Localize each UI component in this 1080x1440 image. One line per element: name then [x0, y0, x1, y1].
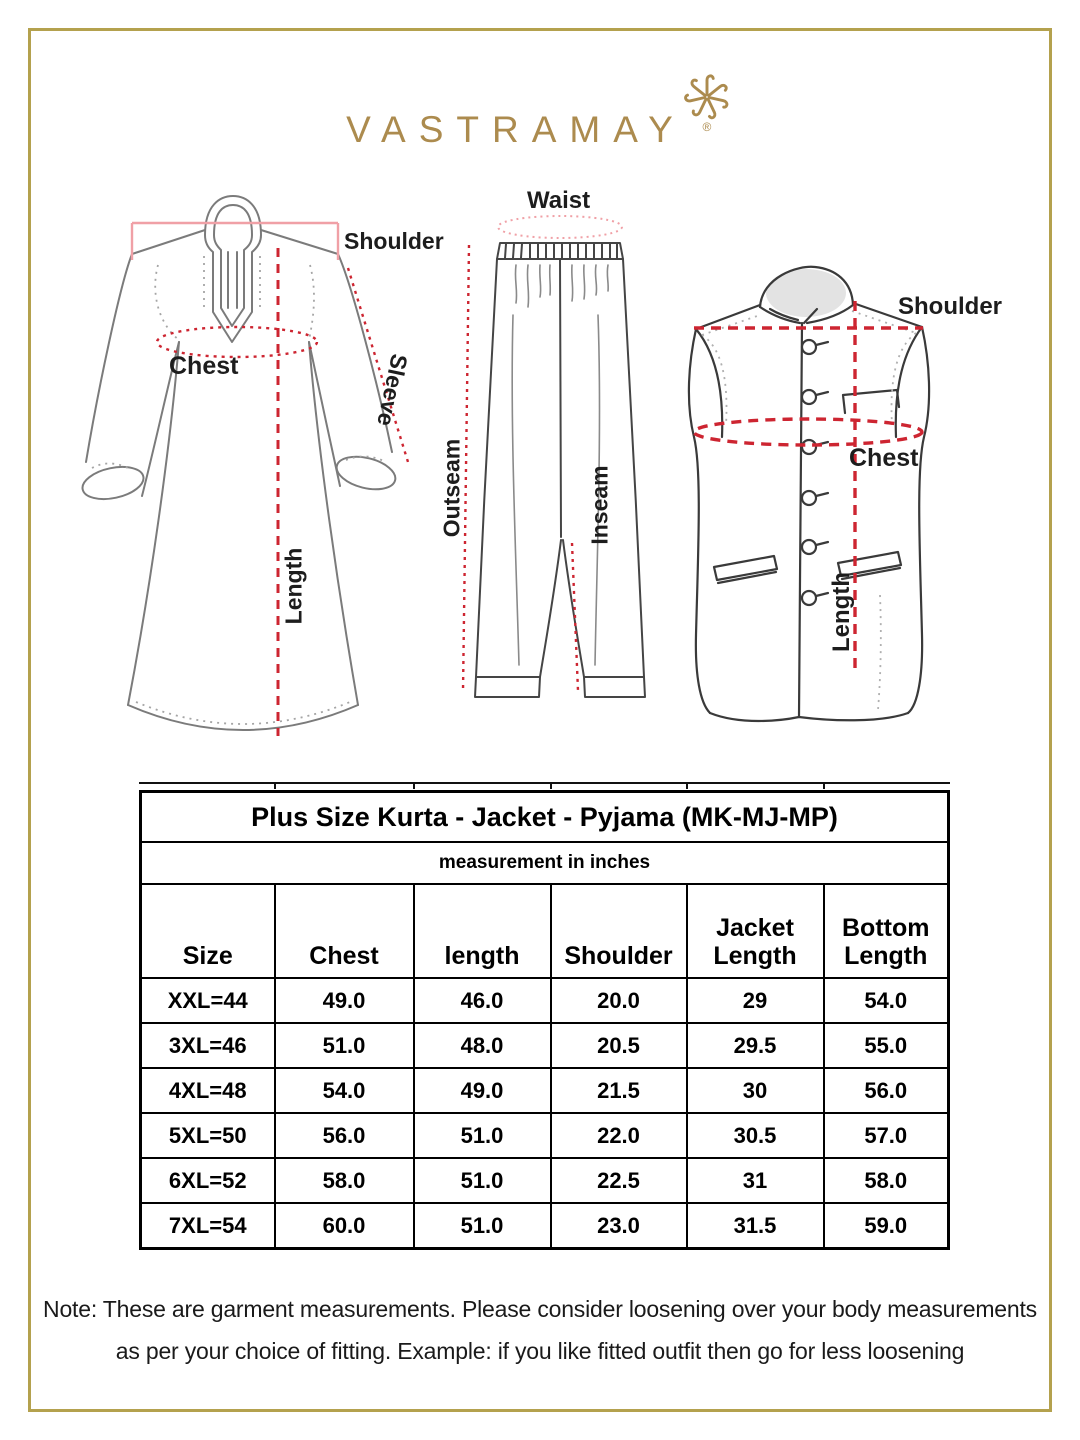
measurement-cell: 29.5 — [687, 1023, 824, 1068]
size-row — [141, 1023, 949, 1068]
size-cell: 3XL=46 — [141, 1023, 275, 1068]
jacket-chest-label: Chest — [849, 444, 919, 472]
column-header-shoulder: Shoulder — [551, 884, 687, 978]
brand-logo-text: VASTRAMAY — [346, 109, 686, 150]
measurement-cell: 58.0 — [275, 1158, 414, 1203]
measurement-cell: 51.0 — [275, 1023, 414, 1068]
column-header-size: Size — [141, 884, 275, 978]
table-crop-tick — [823, 782, 825, 789]
registered-trademark: ® — [702, 120, 712, 134]
column-header-length: length — [414, 884, 551, 978]
pyjama-outseam-label: Outseam — [438, 438, 465, 538]
measurement-cell: 30.5 — [687, 1113, 824, 1158]
table-crop-tick — [550, 782, 552, 789]
measurement-note — [0, 1288, 1080, 1372]
measurement-cell: 49.0 — [275, 978, 414, 1023]
kurta-measure-lines — [157, 248, 408, 736]
table-crop-artifact — [139, 782, 950, 784]
kurta-sleeve-label: Sleeve — [372, 351, 413, 429]
measurement-cell: 46.0 — [414, 978, 551, 1023]
table-crop-tick — [413, 782, 415, 789]
measurement-cell: 29 — [687, 978, 824, 1023]
measurement-cell: 49.0 — [414, 1068, 551, 1113]
measurement-cell: 48.0 — [414, 1023, 551, 1068]
size-cell: 6XL=52 — [141, 1158, 275, 1203]
measurement-cell: 22.0 — [551, 1113, 687, 1158]
column-header-bottom-length: Bottom Length — [824, 884, 949, 978]
measurement-cell: 51.0 — [414, 1203, 551, 1249]
measurement-cell: 30 — [687, 1068, 824, 1113]
kurta-length-label: Length — [280, 547, 307, 625]
measurement-cell: 55.0 — [824, 1023, 949, 1068]
table-title: Plus Size Kurta - Jacket - Pyjama (MK-MJ-MP) — [141, 792, 949, 843]
kurta-measurement-diagram — [80, 190, 420, 750]
measurement-cell: 23.0 — [551, 1203, 687, 1249]
table-subtitle-row — [141, 842, 949, 884]
size-row — [141, 1113, 949, 1158]
kurta-chest-label: Chest — [169, 352, 239, 380]
measurement-cell: 57.0 — [824, 1113, 949, 1158]
measurement-cell: 51.0 — [414, 1113, 551, 1158]
measurement-cell: 51.0 — [414, 1158, 551, 1203]
pyjama-measurement-diagram — [450, 185, 670, 725]
jacket-length-label: Length — [828, 572, 855, 652]
measurement-cell: 56.0 — [824, 1068, 949, 1113]
kurta-shoulder-measure-line — [132, 223, 338, 260]
kurta-shoulder-label: Shoulder — [344, 228, 444, 254]
measurement-cell: 54.0 — [275, 1068, 414, 1113]
size-cell: XXL=44 — [141, 978, 275, 1023]
measurement-cell: 21.5 — [551, 1068, 687, 1113]
size-cell: 5XL=50 — [141, 1113, 275, 1158]
column-header-jacket-length: Jacket Length — [687, 884, 824, 978]
measurement-cell: 58.0 — [824, 1158, 949, 1203]
table-subtitle: measurement in inches — [141, 842, 949, 884]
waist-measure-ellipse — [498, 216, 622, 238]
waist-label: Waist — [527, 187, 591, 214]
note-line-2: as per your choice of fitting. Example: if you like fitted outfit then go for less loosening — [115, 1338, 965, 1364]
table-header-row — [141, 884, 949, 978]
size-row — [141, 1203, 949, 1249]
size-chart-table — [139, 790, 950, 1250]
jacket-shoulder-label: Shoulder — [898, 293, 1003, 320]
size-row — [141, 978, 949, 1023]
measurement-cell: 60.0 — [275, 1203, 414, 1249]
column-header-chest: Chest — [275, 884, 414, 978]
table-crop-tick — [274, 782, 276, 789]
mandala-star-icon — [680, 70, 734, 124]
measurement-cell: 22.5 — [551, 1158, 687, 1203]
size-cell: 7XL=54 — [141, 1203, 275, 1249]
size-row — [141, 1158, 949, 1203]
size-cell: 4XL=48 — [141, 1068, 275, 1113]
measurement-cell: 20.0 — [551, 978, 687, 1023]
jacket-measurement-diagram — [680, 255, 1003, 735]
pyjama-inseam-label: Inseam — [586, 465, 613, 545]
measurement-cell: 54.0 — [824, 978, 949, 1023]
measurement-cell: 20.5 — [551, 1023, 687, 1068]
measurement-cell: 31 — [687, 1158, 824, 1203]
note-line-1: Note: These are garment measurements. Please consider loosening over your body measurements — [43, 1296, 1037, 1322]
brand-header — [0, 84, 1080, 148]
jacket-measure-lines — [694, 301, 923, 669]
table-crop-tick — [686, 782, 688, 789]
measurement-cell: 59.0 — [824, 1203, 949, 1249]
measurement-cell: 31.5 — [687, 1203, 824, 1249]
table-title-row — [141, 792, 949, 843]
size-row — [141, 1068, 949, 1113]
measurement-cell: 56.0 — [275, 1113, 414, 1158]
